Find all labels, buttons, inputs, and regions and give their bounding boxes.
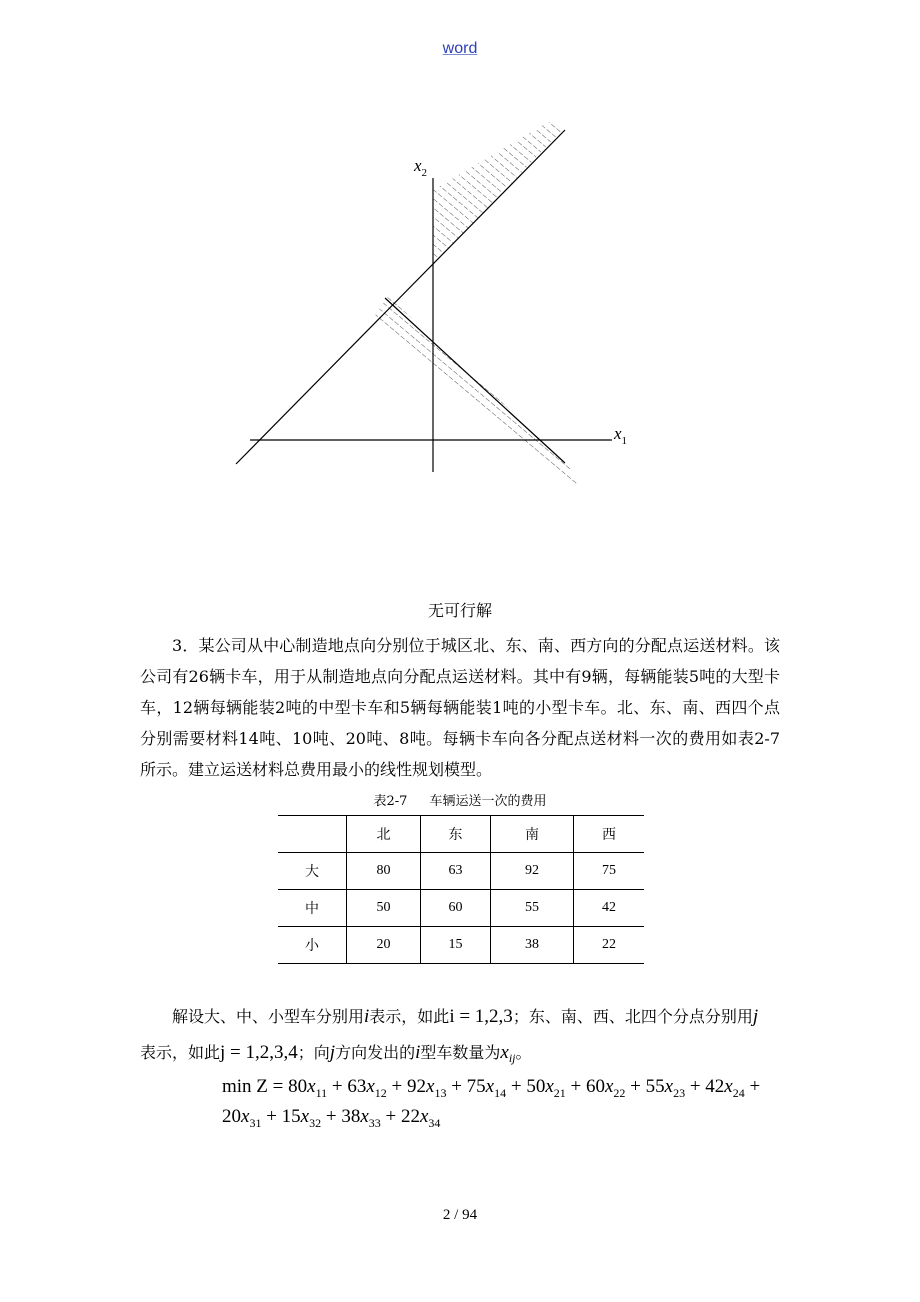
table-row: [278, 890, 644, 927]
table-header-cell: 北: [347, 816, 421, 853]
j-set: j = 1,2,3,4: [220, 1042, 298, 1063]
table-header-cell: 南: [491, 816, 574, 853]
objective-term: $63x_{12}$: [347, 1076, 387, 1100]
x2-axis-label: $x_2$: [414, 156, 428, 179]
objective-term: $92x_{13}$: [407, 1076, 447, 1100]
objective-term: $42x_{24}$: [705, 1076, 745, 1100]
table-cell: 38: [491, 927, 574, 964]
objective-term: $20x_{31}$: [222, 1106, 262, 1130]
cost-table: [278, 815, 644, 964]
feasible-region-graph: [0, 0, 920, 560]
solution-line-1: 解设大、中、小型车分别用i表示，如此i = 1,2,3；东、南、西、北四个分点分别用j: [172, 1006, 759, 1027]
table-cell: 63: [421, 853, 491, 890]
figure-caption: 无可行解: [427, 601, 492, 620]
objective-term: $15x_{32}$: [281, 1106, 322, 1130]
constraint-line-rising: [236, 130, 565, 464]
i-set: i = 1,2,3: [449, 1006, 513, 1027]
table-header-cell: 西: [574, 816, 645, 853]
table-cell: 15: [421, 927, 491, 964]
objective-term: $50x_{21}$: [526, 1076, 566, 1100]
table-cell: 50: [347, 890, 421, 927]
x1-axis-label: $x_1$: [614, 424, 628, 447]
table-cell: 80: [347, 853, 421, 890]
table-cell: 60: [421, 890, 491, 927]
objective-term: $80x_{11}$: [288, 1076, 328, 1100]
objective-line-2: $20x_{31} + 15x_{32} + 38x_{33} + 22x_{34}$: [222, 1106, 441, 1130]
table-row-label: 小: [278, 927, 347, 964]
table-row-label: 大: [278, 853, 347, 890]
table-cell: 92: [491, 853, 574, 890]
objective-term: $38x_{33}$: [341, 1106, 381, 1130]
objective-term: $75x_{14}$: [466, 1076, 507, 1100]
header-word-link[interactable]: word: [442, 40, 478, 57]
table-cell: 20: [347, 927, 421, 964]
table-row-label: 中: [278, 890, 347, 927]
table-cell: 75: [574, 853, 645, 890]
table-cell: 22: [574, 927, 645, 964]
constraint-line-falling: [385, 298, 565, 463]
table-cell: 42: [574, 890, 645, 927]
objective-term: $22x_{34}$: [400, 1106, 441, 1130]
table-row: [278, 853, 644, 890]
table-header-row: [278, 816, 644, 853]
objective-term: $55x_{23}$: [645, 1076, 686, 1100]
table-cell: 55: [491, 890, 574, 927]
solution-line-2: 表示，如此j = 1,2,3,4；向j方向发出的i型车数量为$x_{ij}$。: [140, 1042, 532, 1066]
table-title: 表2-7 车辆运送一次的费用: [373, 794, 547, 809]
hatch-region-lower: [372, 296, 578, 488]
table-row: [278, 927, 644, 964]
page-number: 2 / 94: [442, 1207, 478, 1223]
problem-paragraph: 3．某公司从中心制造地点向分别位于城区北、东、南、西方向的分配点运送材料。该公司有26辆卡车，用于从制造地点向分配点运送材料。其中有9辆，每辆能装5吨的大型卡车，12辆每辆能装2吨的中型卡车和5辆每辆能装1吨的小型卡车。北、东、南、西四个点分别需要材料14吨、10吨、20吨、8吨。每辆卡车向各分配点送材料一次的费用如表2-7所示。建立运送材料总费用最小的线性规划模型。: [140, 636, 780, 779]
objective-line-1: $\min Z = 80x_{11} + 63x_{12} + 92x_{13} + 75x_{14} + 50x_{21} + 60x_{22} + 55x_{23} + 42x_{24}$ +: [222, 1076, 761, 1100]
objective-term: $60x_{22}$: [585, 1076, 626, 1100]
table-header-cell: 东: [421, 816, 491, 853]
table-header-cell: [278, 816, 347, 853]
